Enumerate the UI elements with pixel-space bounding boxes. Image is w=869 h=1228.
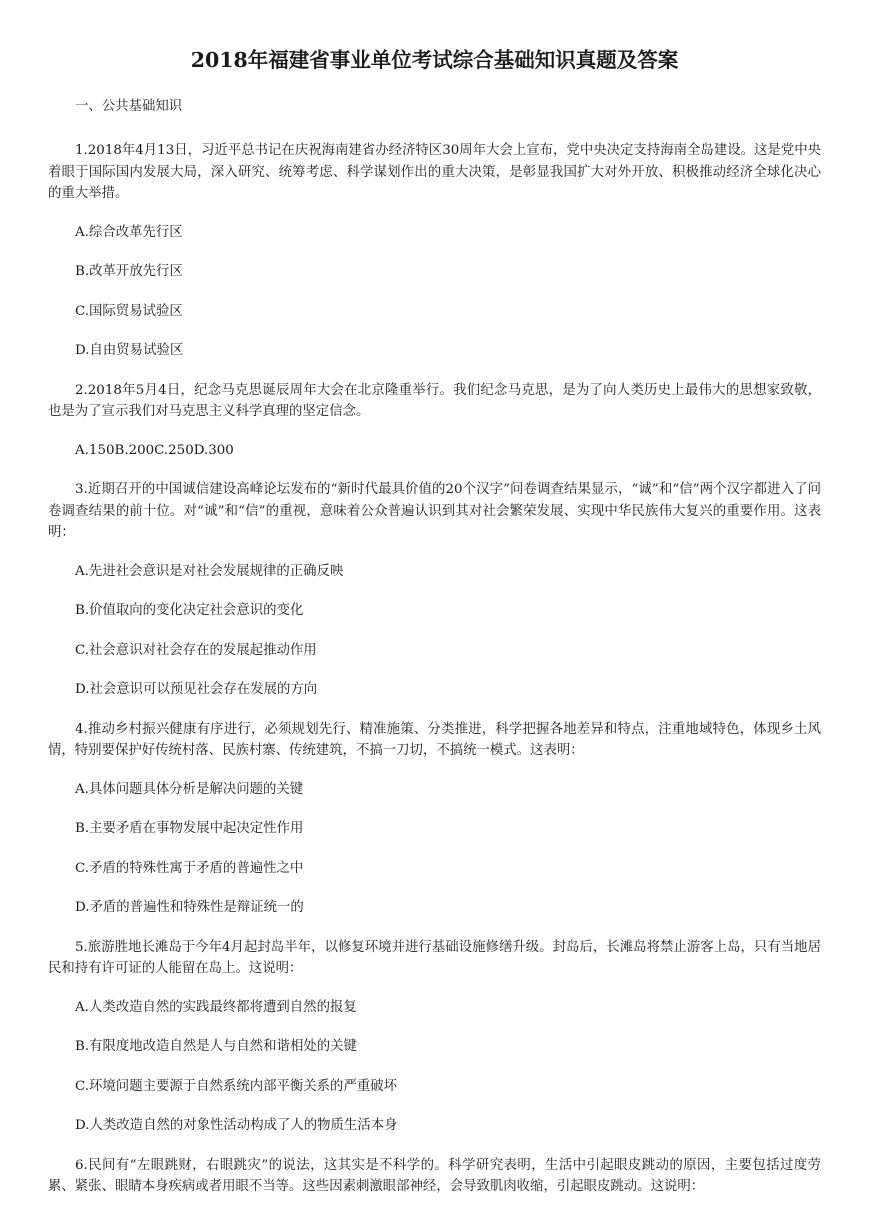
answer-option: C.社会意识对社会存在的发展起推动作用 [75,642,317,658]
answer-option: C.环境问题主要源于自然系统内部平衡关系的严重破坏 [75,1078,398,1094]
question-text: 2.2018年5月4日，纪念马克思诞辰周年大会在北京隆重举行。我们纪念马克思，是为了向人类历史上最伟大的思想家致敬，也是为了宣示我们对马克思主义科学真理的坚定信念。 [48,382,821,419]
question-2 [48,380,821,462]
answer-option: A.150B.200C.250D.300 [75,442,234,458]
answer-option: D.人类改造自然的对象性活动构成了人的物质生活本身 [75,1118,398,1133]
question-text: 6.民间有“左眼跳财，右眼跳灾”的说法，这其实是不科学的。科学研究表明，生活中引起眼皮跳动的原因，主要包括过度劳累、紧张、眼睛本身疾病或者用眼不当等。这些因素刺激眼部神经，会导致肌肉收缩，引起眼皮跳动。这说明： [48,1157,821,1194]
answer-option: D.社会意识可以预见社会存在发展的方向 [75,682,318,697]
question-text: 3.近期召开的中国诚信建设高峰论坛发布的“新时代最具价值的20个汉字”问卷调查结果显示，“诚”和“信”两个汉字都进入了问卷调查结果的前十位。对“诚”和“信”的重视，意味着公众普遍认识到其对社会繁荣发展、实现中华民族伟大复兴的重要作用。这表明： [48,482,821,540]
answer-option: B.有限度地改造自然是人与自然和谐相处的关键 [75,1039,357,1054]
answer-option: A.先进社会意识是对社会发展规律的正确反映 [75,563,344,579]
question-text: 1.2018年4月13日，习近平总书记在庆祝海南建省办经济特区30周年大会上宣布，党中央决定支持海南全岛建设。这是党中央着眼于国际国内发展大局，深入研究、统筹考虑、科学谋划作出的重大决策，是彰显我国扩大对外开放、积极推动经济全球化决心的重大举措。 [48,143,821,201]
question-list [48,140,821,1198]
answer-option: D.自由贸易试验区 [75,343,184,358]
answer-option: C.国际贸易试验区 [75,303,183,319]
question-1 [48,140,821,362]
answer-option: B.主要矛盾在事物发展中起决定性作用 [75,821,304,836]
answer-option: D.矛盾的普遍性和特殊性是辩证统一的 [75,900,304,915]
section-heading: 一、公共基础知识 [75,99,183,114]
question-text: 4.推动乡村振兴健康有序进行，必须规划先行、精准施策、分类推进，科学把握各地差异和特点，注重地域特色，体现乡土风情，特别要保护好传统村落、民族村寨、传统建筑，不搞一刀切，不搞统一模式。这表明： [48,721,821,758]
answer-option: A.人类改造自然的实践最终都将遭到自然的报复 [75,999,357,1015]
question-6 [48,1155,821,1198]
question-3 [48,479,821,701]
answer-option: B.价值取向的变化决定社会意识的变化 [75,603,304,618]
document-title: 2018年福建省事业单位考试综合基础知识真题及答案 [190,48,679,72]
answer-option: A.综合改革先行区 [75,224,183,240]
answer-option: A.具体问题具体分析是解决问题的关键 [75,781,304,797]
question-4 [48,719,821,919]
answer-option: C.矛盾的特殊性寓于矛盾的普遍性之中 [75,860,304,876]
answer-option: B.改革开放先行区 [75,264,183,279]
question-text: 5.旅游胜地长滩岛于今年4月起封岛半年，以修复环境并进行基础设施修缮升级。封岛后，长滩岛将禁止游客上岛，只有当地居民和持有许可证的人能留在岛上。这说明： [48,939,821,976]
question-5 [48,937,821,1137]
